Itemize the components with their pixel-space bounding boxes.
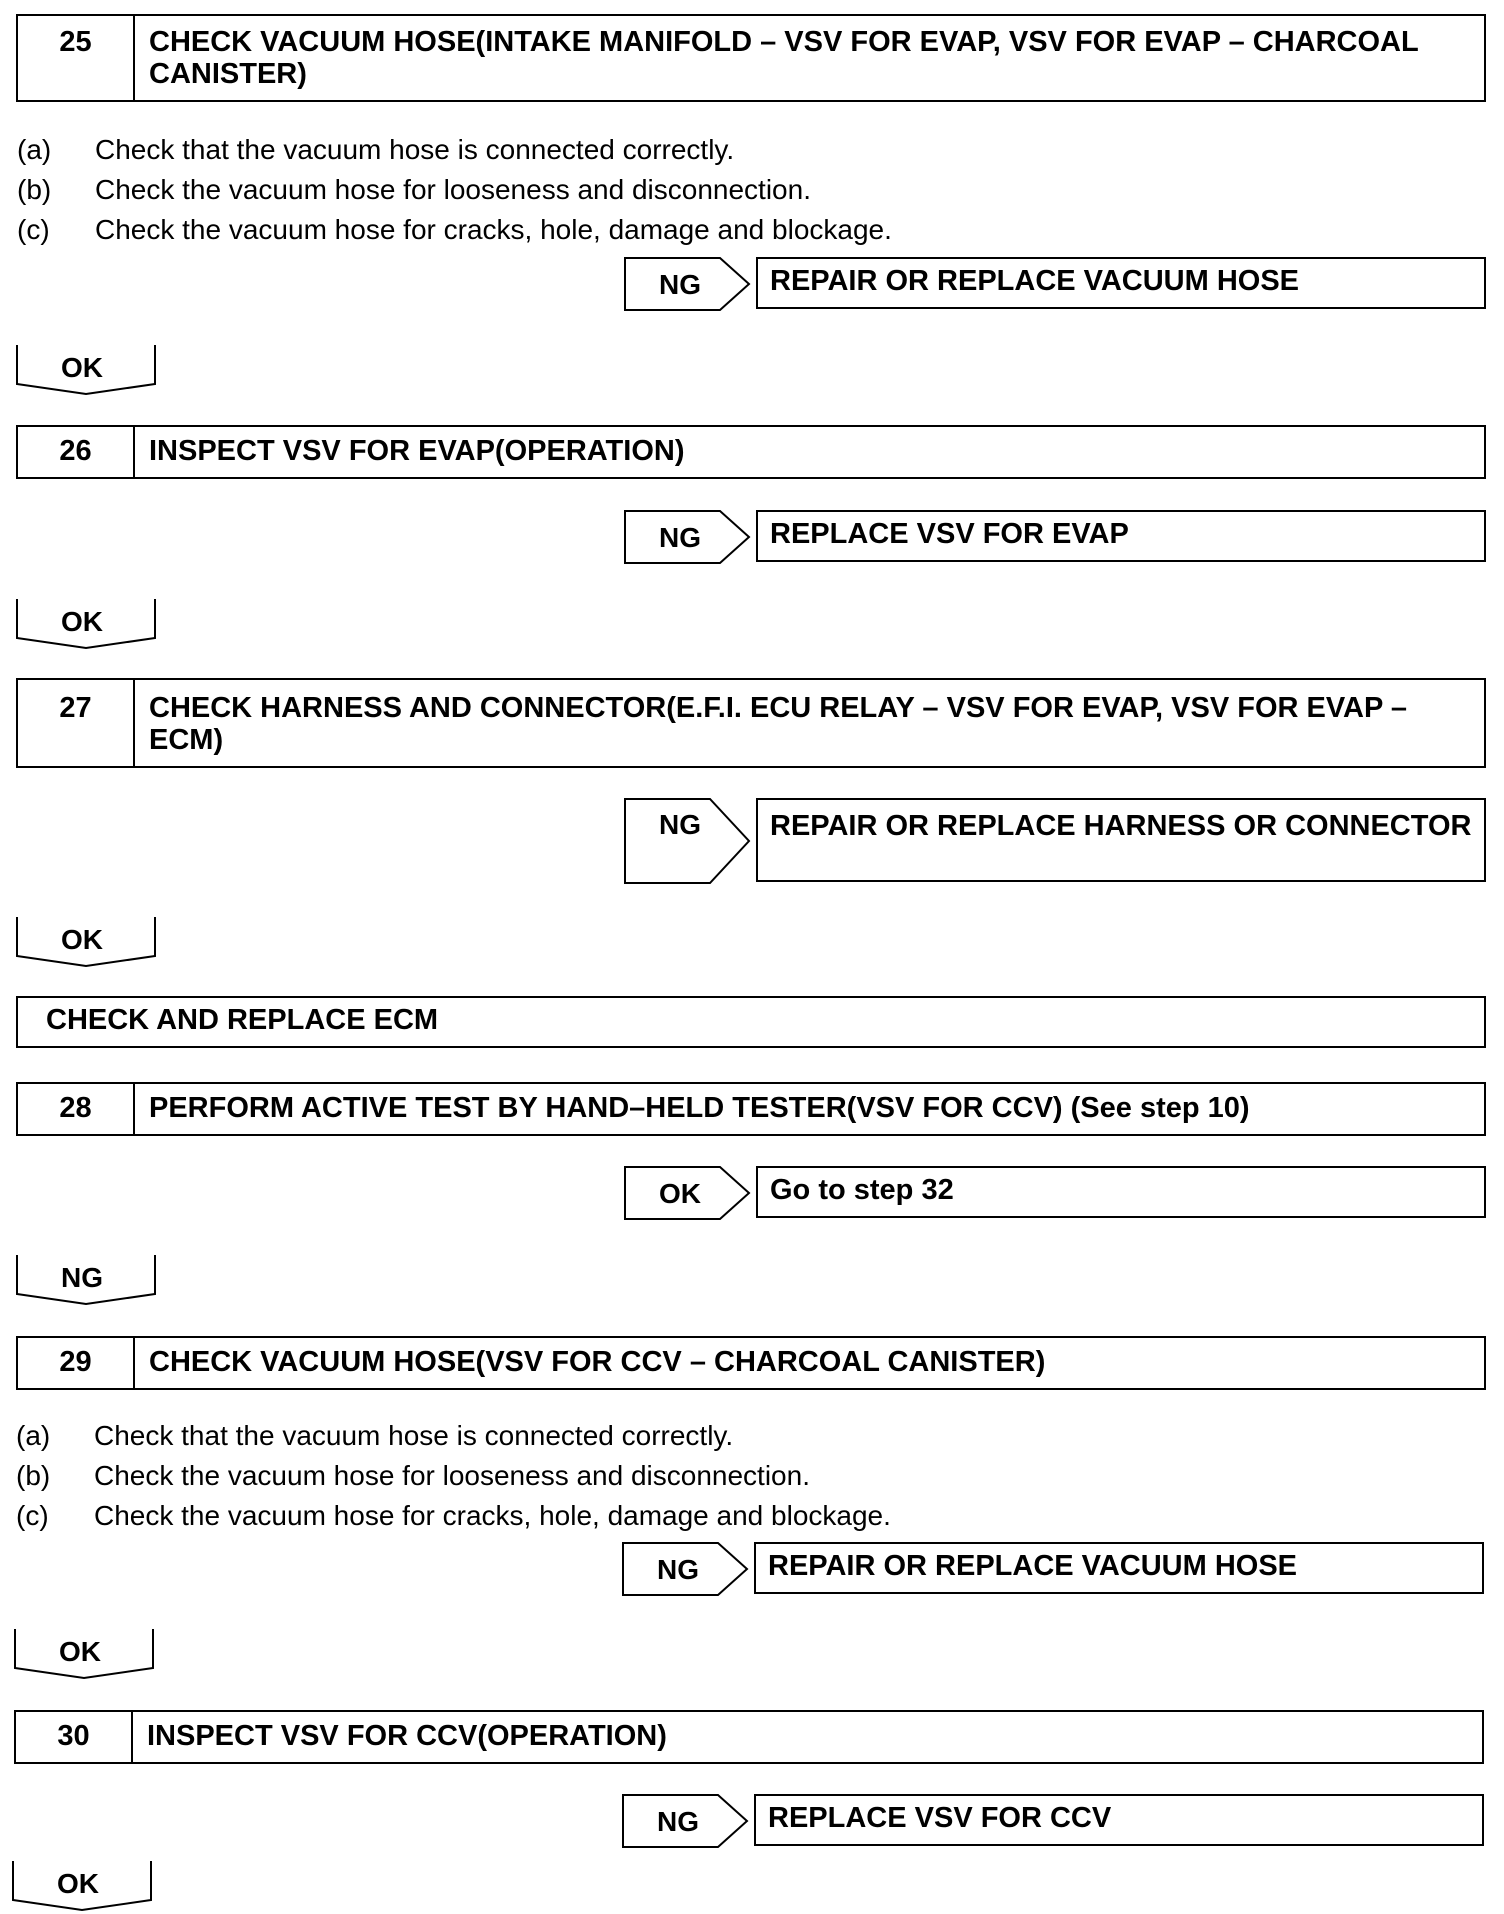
substep: (b) Check the vacuum hose for looseness and disconnection. xyxy=(17,174,811,205)
substep: (c) Check the vacuum hose for cracks, hole, damage and blockage. xyxy=(17,214,892,245)
step-number: 26 xyxy=(18,427,135,477)
ok-arrow xyxy=(12,1860,152,1912)
ng-arrow xyxy=(624,510,752,564)
ng-arrow xyxy=(622,1794,750,1848)
flow-label: OK xyxy=(61,924,103,955)
ok-branch-arrow xyxy=(624,1166,752,1220)
flow-label: OK xyxy=(61,352,103,383)
flow-label: OK xyxy=(61,606,103,637)
ok-arrow xyxy=(16,598,156,650)
step-25-substeps xyxy=(17,130,1217,250)
step-27-header xyxy=(16,678,1486,768)
ng-arrow xyxy=(624,798,752,884)
step-title: INSPECT VSV FOR CCV(OPERATION) xyxy=(147,1720,667,1752)
substep: (b) Check the vacuum hose for looseness and disconnection. xyxy=(16,1460,810,1491)
step-number: 28 xyxy=(18,1084,135,1134)
flow-label: OK xyxy=(59,1636,101,1667)
step-30-header xyxy=(14,1710,1484,1764)
step-title: CHECK VACUUM HOSE(VSV FOR CCV – CHARCOAL CANISTER) xyxy=(149,1346,1046,1378)
action-box: REPAIR OR REPLACE VACUUM HOSE xyxy=(756,257,1486,309)
result-label: OK xyxy=(659,1178,701,1209)
step-title: INSPECT VSV FOR EVAP(OPERATION) xyxy=(149,435,685,467)
step-29-header xyxy=(16,1336,1486,1390)
ng-arrow xyxy=(16,1254,156,1306)
step-title: CHECK VACUUM HOSE(INTAKE MANIFOLD – VSV FOR EVAP, VSV FOR EVAP – CHARCOAL CANISTER) xyxy=(149,26,1419,90)
step-28-header xyxy=(16,1082,1486,1136)
action-box: REPLACE VSV FOR CCV xyxy=(754,1794,1484,1846)
step-title: CHECK HARNESS AND CONNECTOR(E.F.I. ECU RELAY – VSV FOR EVAP, VSV FOR EVAP – ECM) xyxy=(149,692,1408,756)
action-box: REPLACE VSV FOR EVAP xyxy=(756,510,1486,562)
step-25-header xyxy=(16,14,1486,102)
substep: (a) Check that the vacuum hose is connected correctly. xyxy=(16,1420,734,1451)
step-title: PERFORM ACTIVE TEST BY HAND–HELD TESTER(VSV FOR CCV) (See step 10) xyxy=(149,1092,1250,1124)
result-label: NG xyxy=(659,809,701,840)
step-number: 30 xyxy=(16,1712,133,1762)
flow-label: NG xyxy=(61,1262,103,1293)
substep: (c) Check the vacuum hose for cracks, hole, damage and blockage. xyxy=(16,1500,891,1531)
action-box: Go to step 32 xyxy=(756,1166,1486,1218)
result-label: NG xyxy=(659,269,701,300)
action-box: REPAIR OR REPLACE HARNESS OR CONNECTOR xyxy=(756,798,1486,882)
step-number: 27 xyxy=(18,680,135,766)
result-label: NG xyxy=(659,522,701,553)
ok-arrow xyxy=(16,344,156,396)
substep: (a) Check that the vacuum hose is connected correctly. xyxy=(17,134,735,165)
step-29-substeps xyxy=(16,1416,1216,1536)
result-label: NG xyxy=(657,1806,699,1837)
step-number: 29 xyxy=(18,1338,135,1388)
final-action-box: CHECK AND REPLACE ECM xyxy=(16,996,1486,1048)
flow-label: OK xyxy=(57,1868,99,1899)
ng-arrow xyxy=(622,1542,750,1596)
ng-arrow xyxy=(624,257,752,311)
step-26-header xyxy=(16,425,1486,479)
step-number: 25 xyxy=(18,16,135,100)
action-box: REPAIR OR REPLACE VACUUM HOSE xyxy=(754,1542,1484,1594)
ok-arrow xyxy=(14,1628,154,1680)
result-label: NG xyxy=(657,1554,699,1585)
ok-arrow xyxy=(16,916,156,968)
